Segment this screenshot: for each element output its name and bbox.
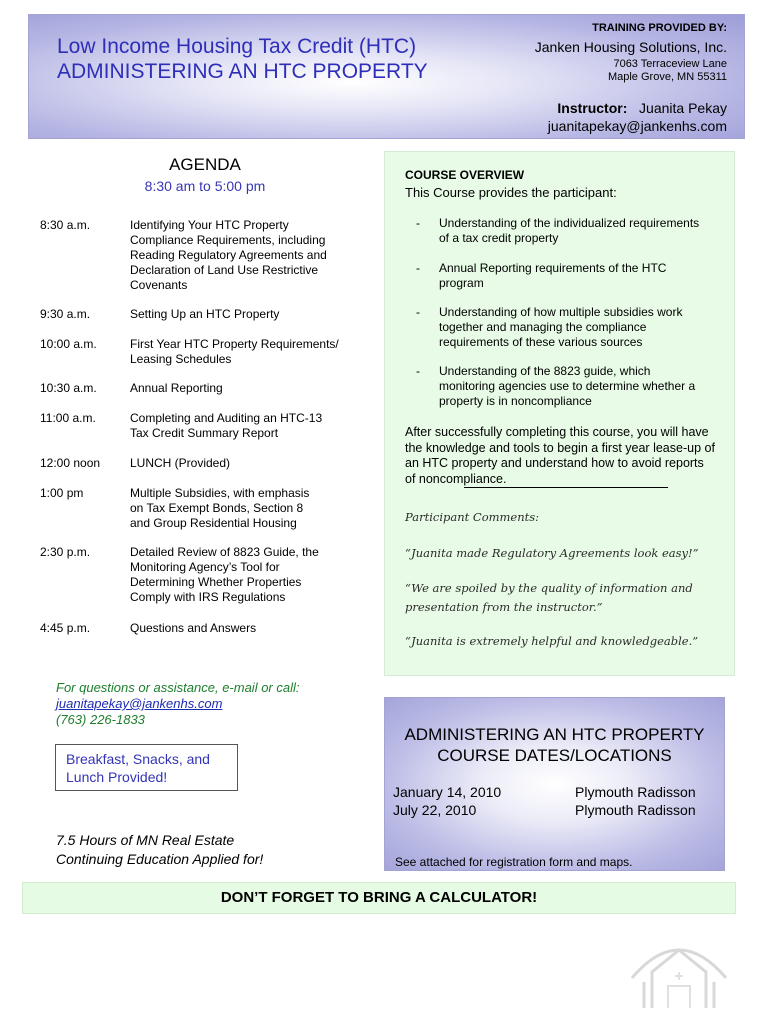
agenda-desc: First Year HTC Property Requirements/ Leasing Schedules (130, 337, 339, 366)
agenda-time: 2:30 p.m. (40, 545, 91, 559)
agenda-desc: Completing and Auditing an HTC-13 Tax Credit Summary Report (130, 411, 323, 440)
agenda-desc: Questions and Answers (130, 621, 257, 635)
instructor-label: Instructor: (557, 100, 628, 116)
agenda-time: 10:30 a.m. (40, 381, 97, 395)
document-title: Low Income Housing Tax Credit (HTC) (57, 35, 417, 58)
agenda-desc: LUNCH (Provided) (130, 456, 231, 470)
bullet-dash: - (416, 261, 420, 275)
agenda-time: 9:30 a.m. (40, 307, 91, 321)
company-name: Janken Housing Solutions, Inc. (534, 39, 727, 55)
instructor-email[interactable]: juanitapekay@jankenhs.com (547, 118, 727, 134)
agenda-desc: Multiple Subsidies, with emphasis on Tax Exempt Bonds, Section 8 and Group Residential Housing (130, 486, 310, 530)
bullet-dash: - (416, 305, 420, 319)
registration-note: See attached for registration form and maps. (395, 855, 633, 869)
bullet-text: Understanding of how multiple subsidies work together and managing the compliance requirements of these various sources (439, 305, 683, 349)
participant-comment: “Juanita is extremely helpful and knowledgeable.” (405, 634, 699, 648)
bullet-dash: - (416, 216, 420, 230)
agenda-time: 11:00 a.m. (40, 411, 96, 425)
instructor-name: Juanita Pekay (639, 100, 727, 116)
bullet-dash: - (416, 364, 420, 378)
participant-comment: “We are spoiled by the quality of information and presentation from the instructor.” (405, 581, 693, 614)
dates-title-line-1: ADMINISTERING AN HTC PROPERTY (404, 725, 705, 744)
address-line-2: Maple Grove, MN 55311 (607, 71, 727, 83)
agenda-time: 1:00 pm (40, 486, 84, 500)
agenda-time: 4:45 p.m. (40, 621, 91, 635)
bullet-text: Understanding of the 8823 guide, which monitoring agencies use to determine whether a property is in noncompliance (439, 364, 696, 408)
agenda-hours: 8:30 am to 5:00 pm (144, 178, 266, 194)
agenda-time: 8:30 a.m. (40, 218, 91, 232)
agenda-desc: Detailed Review of 8823 Guide, the Monitoring Agency’s Tool for Determining Whether Properties Comply with IRS Regulations (130, 545, 319, 604)
document-subtitle: ADMINISTERING AN HTC PROPERTY (57, 60, 428, 83)
address-line-1: 7063 Terraceview Lane (613, 58, 727, 70)
calculator-reminder-banner: DON’T FORGET TO BRING A CALCULATOR! (22, 882, 736, 914)
provider-block (535, 22, 727, 83)
training-label: TRAINING PROVIDED BY: (592, 22, 727, 34)
breakfast-box (55, 744, 238, 791)
agenda-time: 10:00 a.m. (40, 337, 97, 351)
contact-prompt: For questions or assistance, e-mail or call: (56, 680, 300, 695)
course-overview-title: COURSE OVERVIEW (405, 168, 525, 182)
contact-email-link[interactable]: juanitapekay@jankenhs.com (56, 696, 223, 711)
divider (464, 487, 668, 488)
course-location: Plymouth Radisson (575, 784, 696, 800)
contact-phone: (763) 226-1833 (56, 712, 145, 727)
continuing-education-note: 7.5 Hours of MN Real Estate Continuing Education Applied for! (56, 832, 264, 867)
comments-label: Participant Comments: (405, 510, 540, 524)
bullet-text: Annual Reporting requirements of the HTC program (439, 261, 667, 290)
instructor-block (548, 99, 727, 135)
agenda-title: AGENDA (169, 155, 241, 174)
course-dates-title (384, 724, 725, 766)
breakfast-text: Breakfast, Snacks, and Lunch Provided! (66, 751, 210, 785)
house-logo-icon (624, 920, 734, 1010)
agenda-desc: Setting Up an HTC Property (130, 307, 280, 321)
course-overview-intro: This Course provides the participant: (405, 185, 617, 200)
agenda-desc: Identifying Your HTC Property Compliance Requirements, including Reading Regulatory Agreements and Declaration of Land Use Restrictive Covenants (130, 218, 327, 292)
course-date: January 14, 2010 (393, 784, 502, 800)
course-outcome-text: After successfully completing this course, you will have the knowledge and tools to begin a first year lease-up of an HTC property and understand how to avoid reports of noncompliance. (405, 425, 715, 486)
agenda-time: 12:00 noon (40, 456, 101, 470)
bullet-text: Understanding of the individualized requirements of a tax credit property (439, 216, 700, 245)
participant-comment: “Juanita made Regulatory Agreements look easy!” (405, 546, 699, 560)
course-date: July 22, 2010 (393, 802, 477, 818)
course-location: Plymouth Radisson (575, 802, 696, 818)
contact-block (56, 680, 299, 728)
agenda-desc: Annual Reporting (130, 381, 223, 395)
dates-title-line-2: COURSE DATES/LOCATIONS (437, 746, 672, 765)
